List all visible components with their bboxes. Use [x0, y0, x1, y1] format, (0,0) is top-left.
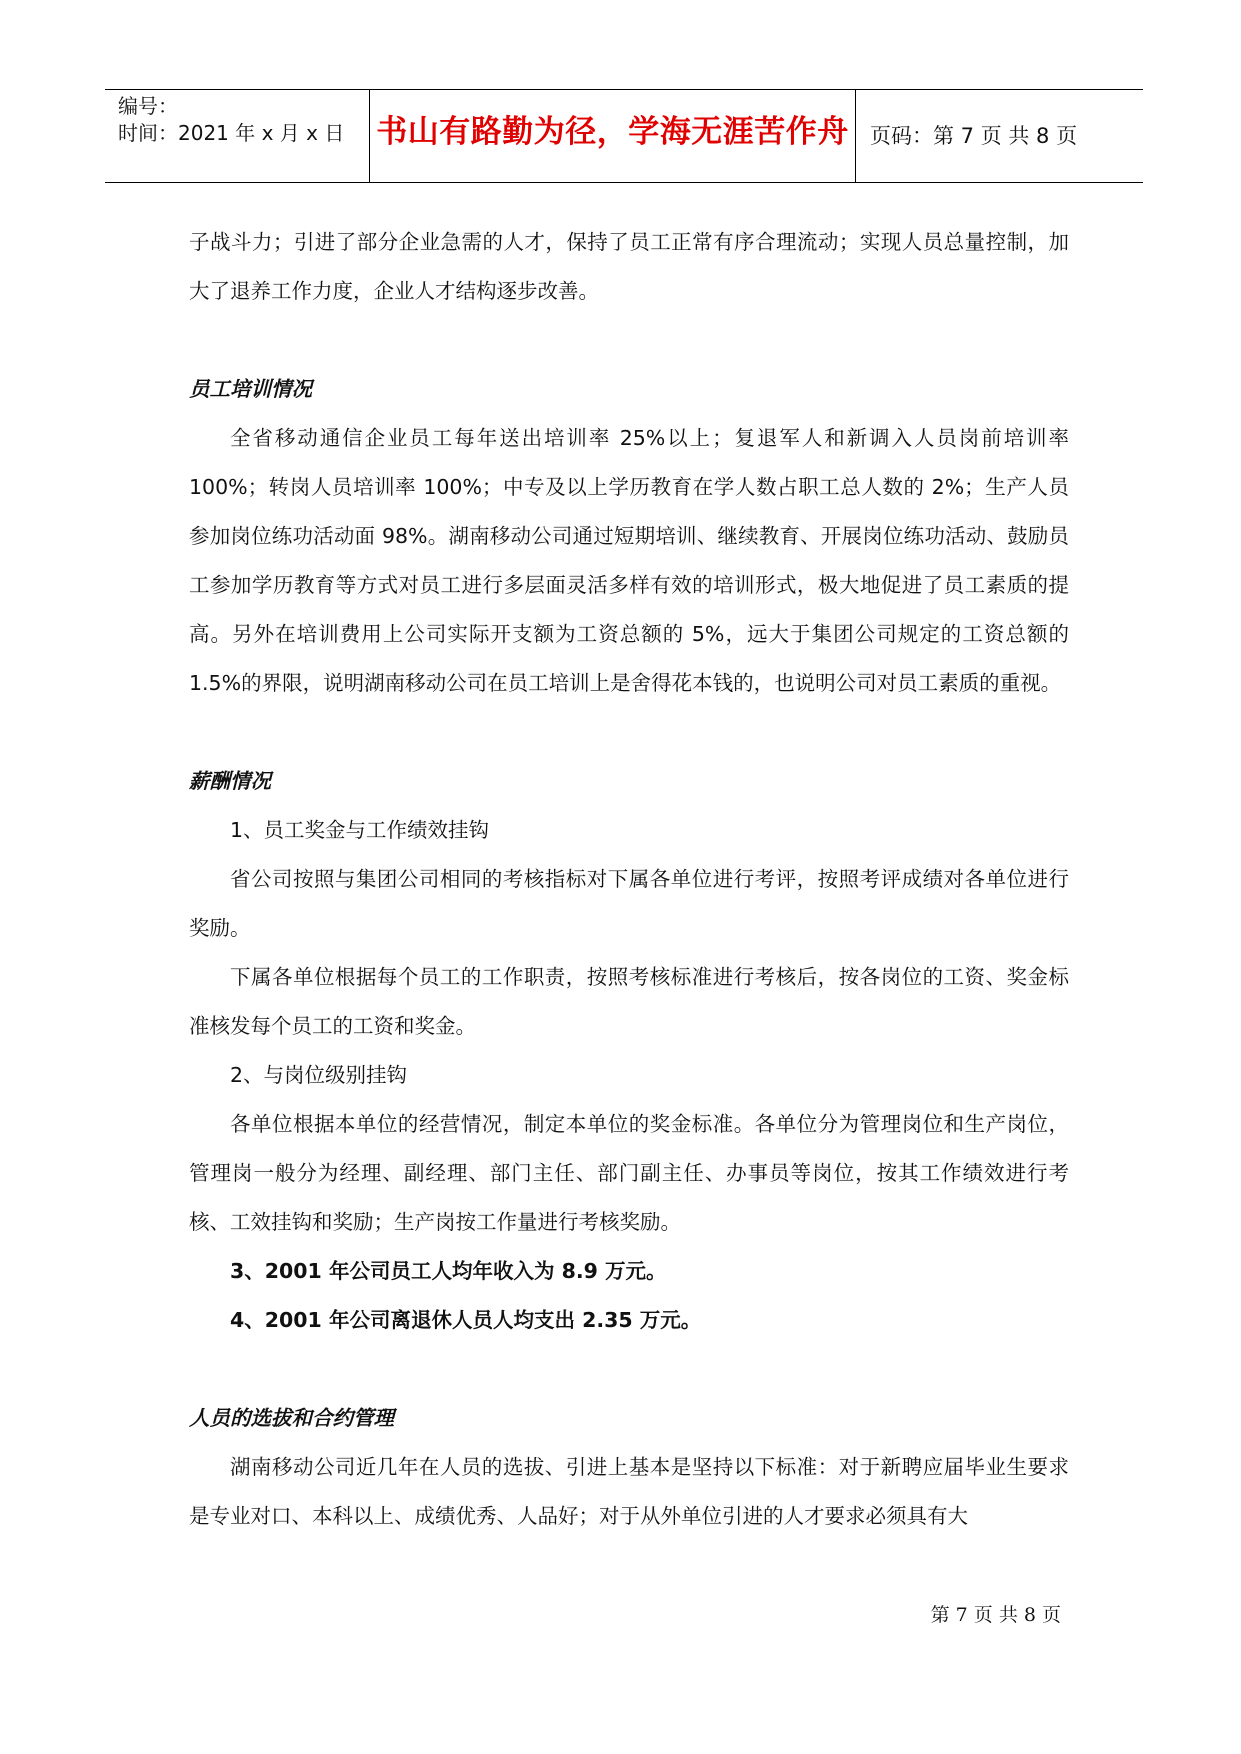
salary-item-1: 1、员工奖金与工作绩效挂钩	[230, 818, 490, 842]
salary-paragraph-3: 各单位根据本单位的经营情况，制定本单位的奖金标准。各单位分为管理岗位和生产岗位，管理岗一般分为经理、副经理、部门主任、部门副主任、办事员等岗位，按其工作绩效进行考核、工效挂钩和奖励；生产岗按工作量进行考核奖励。	[189, 1112, 1069, 1234]
page-footer: 第 7 页 共 8 页	[930, 1604, 1061, 1626]
salary-paragraph-2: 下属各单位根据每个员工的工作职责，按照考核标准进行考核后，按各岗位的工资、奖金标准核发每个员工的工资和奖金。	[189, 965, 1069, 1038]
document-body	[189, 218, 1069, 1541]
training-heading: 员工培训情况	[189, 377, 312, 401]
spacer	[189, 708, 1069, 757]
document-number-label: 编号：	[118, 94, 178, 118]
document-header	[105, 89, 1143, 183]
intro-paragraph: 子战斗力；引进了部分企业急需的人才，保持了员工正常有序合理流动；实现人员总量控制，加大了退养工作力度，企业人才结构逐步改善。	[189, 230, 1069, 303]
salary-item-2: 2、与岗位级别挂钩	[230, 1063, 408, 1087]
header-meta-cell	[105, 90, 370, 182]
selection-heading: 人员的选拔和合约管理	[189, 1406, 394, 1430]
salary-paragraph-1: 省公司按照与集团公司相同的考核指标对下属各单位进行考评，按照考评成绩对各单位进行奖励。	[189, 867, 1069, 940]
spacer	[189, 1345, 1069, 1394]
spacer	[189, 316, 1069, 365]
salary-item-3: 3、2001 年公司员工人均年收入为 8.9 万元。	[230, 1259, 667, 1283]
salary-item-4: 4、2001 年公司离退休人员人均支出 2.35 万元。	[230, 1308, 702, 1332]
header-page-cell	[856, 90, 1143, 182]
salary-heading: 薪酬情况	[189, 769, 271, 793]
document-time-label: 时间：2021 年 x 月 x 日	[118, 121, 345, 145]
header-motto-cell	[370, 90, 856, 182]
header-motto: 书山有路勤为径，学海无涯苦作舟	[376, 114, 849, 150]
training-paragraph: 全省移动通信企业员工每年送出培训率 25%以上；复退军人和新调入人员岗前培训率 100%；转岗人员培训率 100%；中专及以上学历教育在学人数占职工总人数的 2%；生产人员参加岗位练功活动面 98%。湖南移动公司通过短期培训、继续教育、开展岗位练功活动、鼓励员工参加学历教育等方式对员工进行多层面灵活多样有效的培训形式，极大地促进了员工素质的提高。另外在培训费用上公司实际开支额为工资总额的 5%，远大于集团公司规定的工资总额的 1.5%的界限，说明湖南移动公司在员工培训上是舍得花本钱的，也说明公司对员工素质的重视。	[189, 426, 1069, 695]
selection-paragraph: 湖南移动公司近几年在人员的选拔、引进上基本是坚持以下标准：对于新聘应届毕业生要求是专业对口、本科以上、成绩优秀、人品好；对于从外单位引进的人才要求必须具有大	[189, 1455, 1069, 1528]
header-page-info: 页码：第 7 页 共 8 页	[870, 124, 1078, 148]
